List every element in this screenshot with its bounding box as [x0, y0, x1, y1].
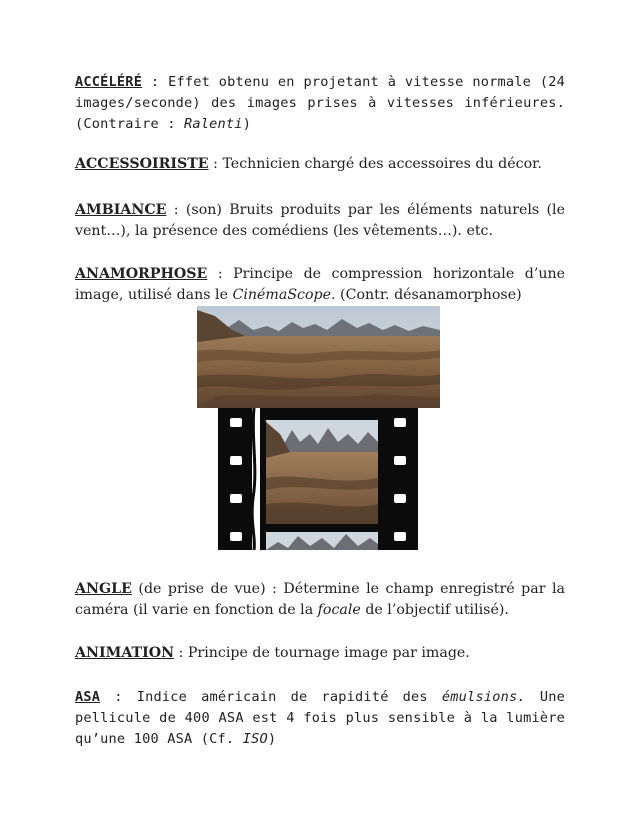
separator: :	[100, 689, 137, 705]
sprocket-hole	[230, 532, 242, 541]
definition-italic-2: ISO	[242, 731, 268, 747]
definition-tail: )	[267, 731, 277, 747]
entry-animation	[75, 643, 565, 664]
definition-continued: Une pellicule de 400 ASA est 4 fois plus sensible à la lumière qu’une 100 ASA (Cf.	[75, 689, 565, 747]
definition: Principe de compression horizontale d’une image, utilisé dans le	[75, 266, 565, 303]
film-strip-image	[218, 408, 418, 550]
entry-accelere	[75, 72, 565, 135]
entry-asa	[75, 687, 565, 750]
sprocket-hole	[394, 532, 406, 541]
sprocket-hole	[230, 494, 242, 503]
definition: Indice américain de rapidité des	[136, 689, 442, 705]
entry-ambiance	[75, 200, 565, 242]
term-animation: ANIMATION	[75, 645, 175, 661]
sprocket-hole	[230, 456, 242, 465]
sprocket-hole	[230, 418, 242, 427]
definition: Principe de tournage image par image.	[187, 645, 470, 661]
definition-italic: Ralenti	[184, 116, 243, 132]
separator: :	[174, 645, 188, 661]
term-accessoiriste: ACCESSOIRISTE	[75, 156, 209, 172]
definition-tail: de l’objectif utilisé).	[360, 602, 509, 618]
entry-anamorphose	[75, 264, 565, 306]
definition-italic: focale	[317, 602, 361, 618]
term-accelere: ACCÉLÉRÉ	[75, 74, 143, 90]
landscape-wide-image	[197, 306, 440, 408]
separator: :	[207, 266, 234, 282]
separator: :	[166, 202, 186, 218]
term-anamorphose: ANAMORPHOSE	[75, 266, 208, 282]
entry-accessoiriste	[75, 154, 565, 175]
term-asa: ASA	[75, 689, 101, 705]
term-ambiance: AMBIANCE	[75, 202, 167, 218]
definition-italic: émulsions.	[441, 689, 526, 705]
sprocket-hole	[394, 494, 406, 503]
definition: (de prise de vue) : Détermine le champ enregistré par la caméra (il varie en fonction de la	[75, 581, 565, 618]
term-angle: ANGLE	[75, 581, 132, 597]
separator: :	[208, 156, 223, 172]
definition-tail: . (Contr. désanamorphose)	[331, 287, 522, 303]
entry-angle	[75, 579, 565, 621]
definition-italic: CinémaScope	[232, 287, 332, 303]
sprocket-hole	[394, 418, 406, 427]
definition: Technicien chargé des accessoires du décor.	[222, 156, 542, 172]
separator: :	[142, 74, 169, 90]
definition-tail: )	[242, 116, 252, 132]
definition: (son) Bruits produits par les éléments naturels (le vent…), la présence des comédiens (les vêtements…). etc.	[75, 202, 565, 239]
definition: Effet obtenu en projetant à vitesse normale (24 images/seconde) des images prises à vitesses inférieures. (Contraire :	[75, 74, 565, 132]
sprocket-hole	[394, 456, 406, 465]
